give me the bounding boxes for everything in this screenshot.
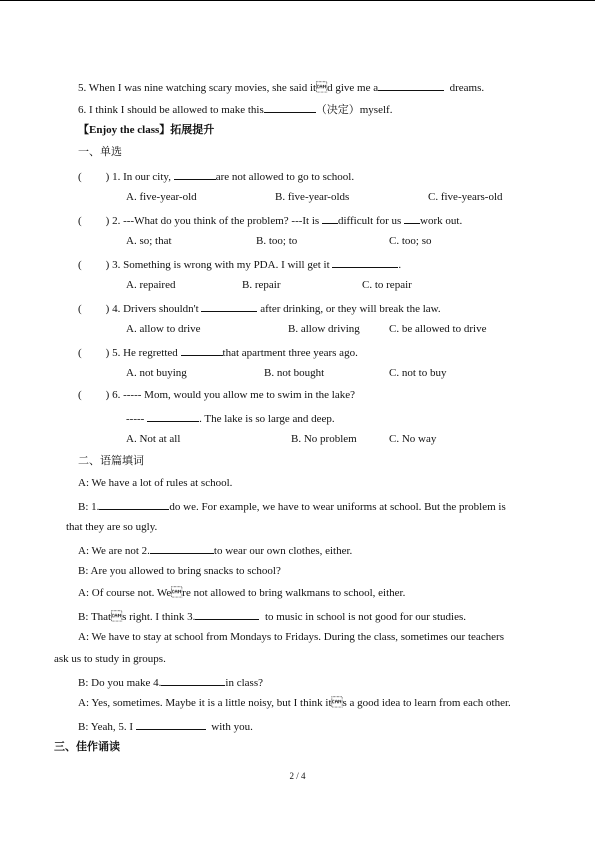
section-1-title: 一、单选: [78, 146, 122, 158]
question-text-end: are not allowed to go to school.: [215, 171, 355, 183]
option-b: B. allow driving: [288, 323, 360, 335]
answer-paren-close: ): [105, 389, 110, 401]
dialog-line: A: Of course not. Were not allowed to bring walkmans to school, either.: [78, 587, 406, 599]
question-text-end: .: [398, 259, 402, 271]
option-a: A. five-year-old: [126, 191, 197, 203]
option-b: B. not bought: [264, 367, 325, 379]
answer-paren-close: ): [105, 171, 110, 183]
answer-blank[interactable]: [378, 80, 444, 91]
mc-question-1: [78, 169, 354, 184]
answer-paren-open: (: [78, 171, 82, 183]
answer-blank[interactable]: [161, 675, 225, 686]
answer-paren-close: ): [105, 347, 110, 359]
answer-paren-open: (: [78, 303, 82, 315]
option-c: C. No way: [389, 433, 437, 445]
mc-question-6: [78, 389, 355, 402]
answer-blank[interactable]: [195, 609, 259, 620]
prev-q6-text-end: （决定）myself.: [315, 104, 393, 116]
dialog-text-end: in class?: [225, 677, 263, 689]
mc-question-3: [78, 257, 401, 272]
question-text: 3. Something is wrong with my PDA. I will get it: [112, 259, 330, 271]
answer-blank[interactable]: [332, 257, 398, 268]
answer-blank[interactable]: [99, 499, 169, 510]
answer-paren-open: (: [78, 259, 82, 271]
option-b: B. No problem: [291, 433, 357, 445]
question-text: 6. ----- Mom, would you allow me to swim in the lake?: [112, 389, 355, 401]
question-text-end: . The lake is so large and deep.: [199, 413, 335, 425]
prev-q6: [78, 102, 392, 117]
option-b: B. repair: [242, 279, 281, 291]
answer-blank[interactable]: [174, 169, 216, 180]
dialog-line: [78, 609, 466, 624]
answer-blank[interactable]: [201, 301, 257, 312]
answer-blank[interactable]: [404, 213, 420, 224]
dialog-text-end: to music in school is not good for our studies.: [264, 611, 466, 623]
answer-blank[interactable]: [136, 719, 206, 730]
option-a: A. repaired: [126, 279, 176, 291]
section-2-title: 二、语篇填词: [78, 455, 144, 467]
mc-question-2: [78, 213, 462, 228]
page-number: 2 / 4: [289, 771, 306, 781]
enjoy-heading-cn: 拓展提升: [170, 124, 215, 136]
option-b: B. too; to: [256, 235, 298, 247]
dialog-line: A: Yes, sometimes. Maybe it is a little noisy, but I think its a good idea to learn from each other.: [78, 697, 511, 709]
question-text-end: after drinking, or they will break the law.: [260, 303, 441, 315]
enjoy-heading: [78, 124, 214, 137]
dialog-line: B: Are you allowed to bring snacks to school?: [78, 565, 281, 577]
question-text: 4. Drivers shouldn't: [112, 303, 199, 315]
dialog-text: B: Do you make 4.: [78, 677, 162, 689]
option-c: C. to repair: [362, 279, 412, 291]
dialog-line: [78, 675, 263, 690]
answer-paren-close: ): [105, 303, 110, 315]
question-text-end: work out.: [420, 215, 463, 227]
dialog-text-end: to wear our own clothes, either.: [213, 545, 353, 557]
answer-paren-open: (: [78, 389, 82, 401]
answer-blank[interactable]: [147, 411, 199, 422]
dialog-line: A: We have a lot of rules at school.: [78, 477, 233, 489]
option-a: A. so; that: [126, 235, 172, 247]
prev-q5-text: 5. When I was nine watching scary movies, she said itd give me a: [78, 82, 379, 94]
answer-paren-close: ): [105, 215, 110, 227]
question-text-end: that apartment three years ago.: [222, 347, 358, 359]
answer-paren-close: ): [105, 259, 110, 271]
answer-blank[interactable]: [181, 345, 223, 356]
option-c: C. too; so: [389, 235, 432, 247]
dialog-line: [78, 719, 253, 734]
option-a: A. Not at all: [126, 433, 181, 445]
question-text: 1. In our city,: [112, 171, 171, 183]
mc-question-4: [78, 301, 441, 316]
option-b: B. five-year-olds: [275, 191, 350, 203]
question-text: 2. ---What do you think of the problem? ---It is: [112, 215, 320, 227]
option-a: A. not buying: [126, 367, 187, 379]
option-c: C. be allowed to drive: [389, 323, 487, 335]
answer-paren-open: (: [78, 215, 82, 227]
mc-question-5: [78, 345, 358, 360]
prev-q6-text: 6. I think I should be allowed to make this: [78, 104, 264, 116]
dialog-text: B: Thats right. I think 3.: [78, 611, 196, 623]
question-text: -----: [126, 413, 145, 425]
dialog-text: A: We are not 2.: [78, 545, 150, 557]
enjoy-heading-en: 【Enjoy the class】: [78, 124, 171, 136]
answer-paren-open: (: [78, 347, 82, 359]
dialog-line: A: We have to stay at school from Mondays to Fridays. During the class, sometimes our teachers: [78, 631, 504, 643]
dialog-text: B: 1.: [78, 501, 100, 513]
option-a: A. allow to drive: [126, 323, 201, 335]
section-3-title: 三、佳作诵读: [54, 741, 120, 753]
dialog-line: [78, 543, 352, 558]
prev-q5-text-end: dreams.: [449, 82, 485, 94]
dialog-line: [78, 499, 506, 514]
dialog-line: that they are so ugly.: [66, 521, 158, 533]
answer-blank[interactable]: [264, 102, 316, 113]
option-c: C. five-years-old: [428, 191, 503, 203]
option-c: C. not to buy: [389, 367, 447, 379]
answer-blank[interactable]: [322, 213, 338, 224]
mc-question-6-line2: [126, 411, 335, 426]
answer-blank[interactable]: [150, 543, 214, 554]
dialog-line: ask us to study in groups.: [54, 653, 166, 665]
dialog-text-end: do we. For example, we have to wear uniforms at school. But the problem is: [169, 501, 506, 513]
prev-q5: [78, 80, 484, 95]
question-text: 5. He regretted: [112, 347, 178, 359]
question-text-mid: difficult for us: [337, 215, 402, 227]
dialog-text-end: with you.: [211, 721, 253, 733]
dialog-text: B: Yeah, 5. I: [78, 721, 134, 733]
top-rule: [0, 0, 595, 1]
